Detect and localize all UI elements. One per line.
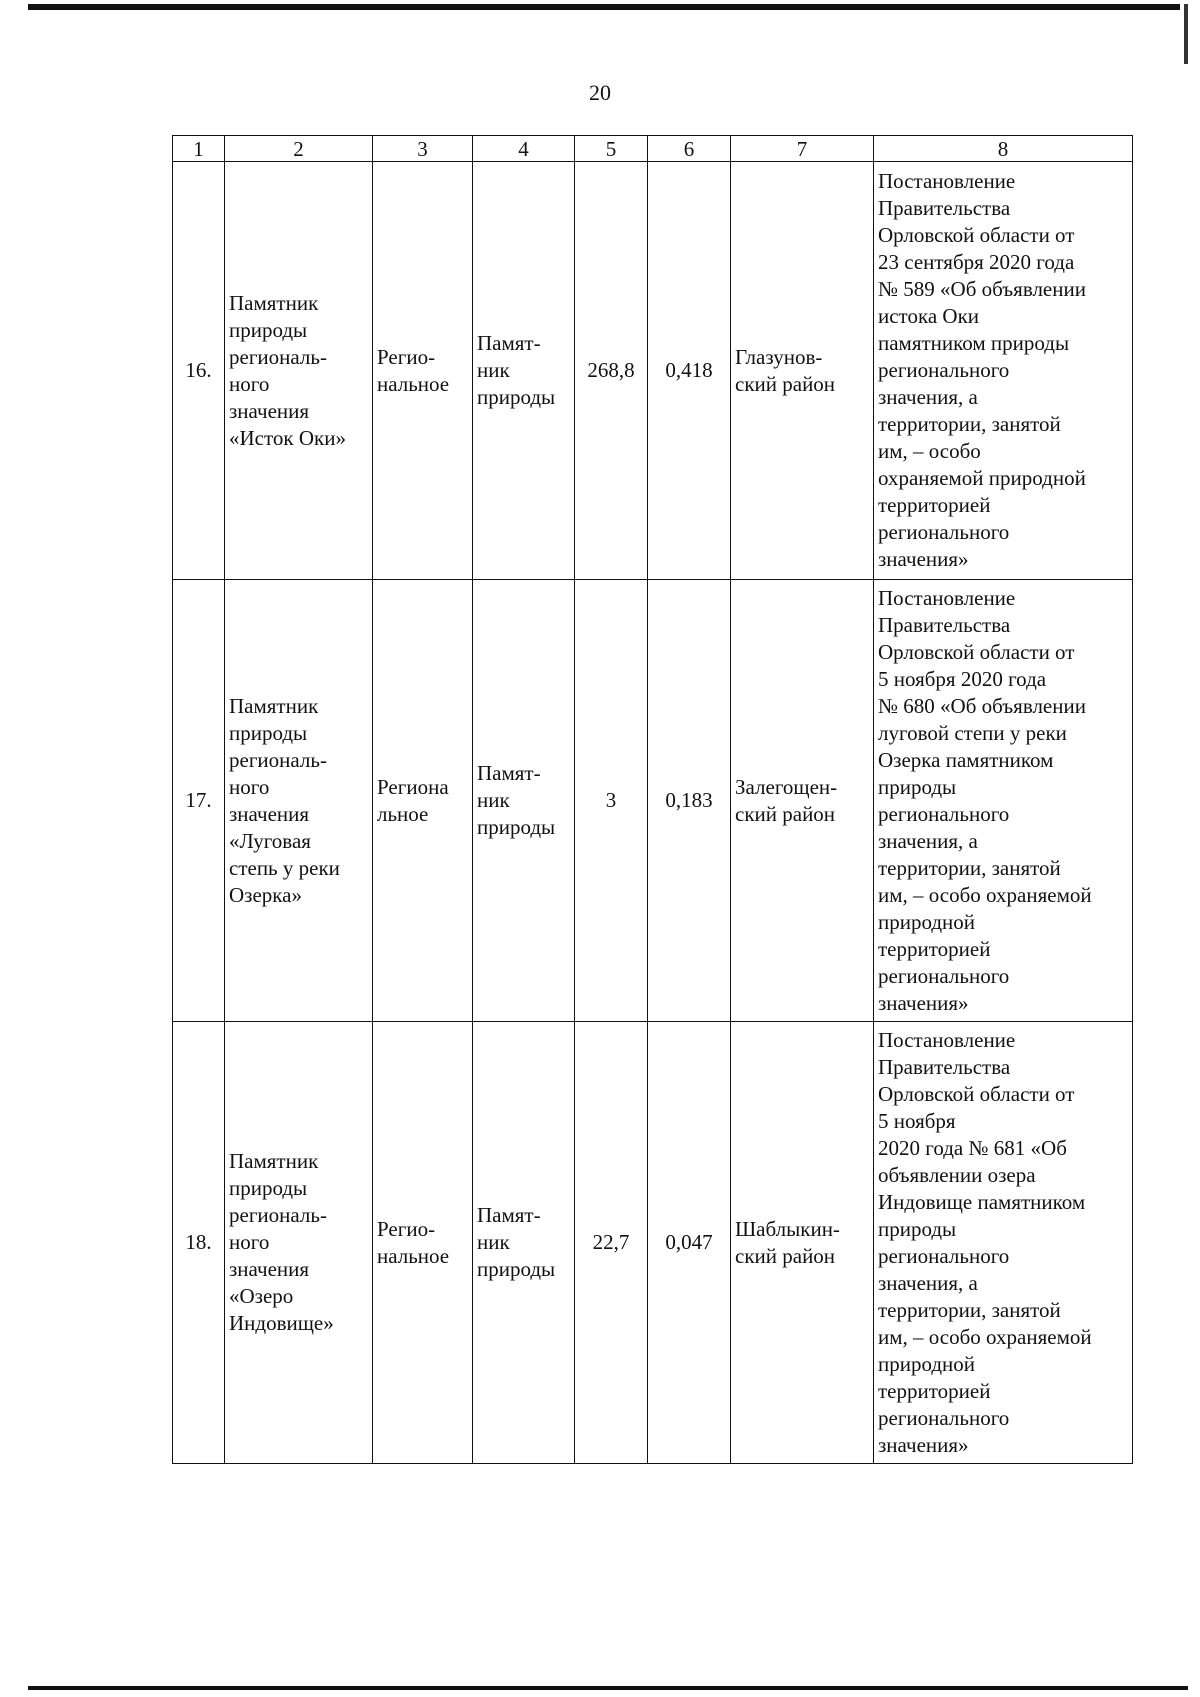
area-type: Памят- ник природы — [473, 162, 575, 580]
column-header-5: 5 — [575, 136, 648, 162]
area-name: Памятник природы региональ- ного значения «Озеро Индовище» — [225, 1022, 373, 1464]
area-value: 22,7 — [575, 1022, 648, 1464]
table-header-row — [173, 136, 1133, 162]
area-level: Регио- нальное — [373, 1022, 473, 1464]
area-type: Памят- ник природы — [473, 580, 575, 1022]
area-location: Глазунов- ский район — [731, 162, 874, 580]
area-location: Залегощен- ский район — [731, 580, 874, 1022]
area-value-2: 0,418 — [648, 162, 731, 580]
area-document: Постановление Правительства Орловской области от 5 ноября 2020 года № 681 «Об объявлении озера Индовище памятником природы регионального значения, а территории, занятой им, – особо охраняемой природной территорией регионального значения» — [874, 1022, 1133, 1464]
column-header-4: 4 — [473, 136, 575, 162]
area-document: Постановление Правительства Орловской области от 23 сентября 2020 года № 589 «Об объявлении истока Оки памятником природы регионального значения, а территории, занятой им, – особо охраняемой природной территорией регионального значения» — [874, 162, 1133, 580]
page-number: 20 — [589, 80, 611, 105]
area-value-2: 0,183 — [648, 580, 731, 1022]
right-edge-rule — [1184, 4, 1188, 64]
area-location: Шаблыкин- ский район — [731, 1022, 874, 1464]
column-header-6: 6 — [648, 136, 731, 162]
table-row — [173, 580, 1133, 1022]
row-number: 16. — [173, 162, 225, 580]
bottom-edge-rule — [28, 1686, 1188, 1690]
area-document: Постановление Правительства Орловской области от 5 ноября 2020 года № 680 «Об объявлении луговой степи у реки Озерка памятником природы регионального значения, а территории, занятой им, – особо охраняемой природной территорией регионального значения» — [874, 580, 1133, 1022]
area-value: 3 — [575, 580, 648, 1022]
area-value: 268,8 — [575, 162, 648, 580]
area-level: Регионa льное — [373, 580, 473, 1022]
column-header-2: 2 — [225, 136, 373, 162]
area-level: Регио- нальное — [373, 162, 473, 580]
area-type: Памят- ник природы — [473, 1022, 575, 1464]
column-header-7: 7 — [731, 136, 874, 162]
table-row — [173, 1022, 1133, 1464]
column-header-8: 8 — [874, 136, 1133, 162]
row-number: 18. — [173, 1022, 225, 1464]
area-name: Памятник природы региональ- ного значения «Луговая степь у реки Озерка» — [225, 580, 373, 1022]
top-edge-rule — [28, 4, 1180, 10]
column-header-1: 1 — [173, 136, 225, 162]
table-row — [173, 162, 1133, 580]
column-header-3: 3 — [373, 136, 473, 162]
row-number: 17. — [173, 580, 225, 1022]
area-name: Памятник природы региональ- ного значения «Исток Оки» — [225, 162, 373, 580]
protected-areas-table — [172, 135, 1133, 1464]
area-value-2: 0,047 — [648, 1022, 731, 1464]
